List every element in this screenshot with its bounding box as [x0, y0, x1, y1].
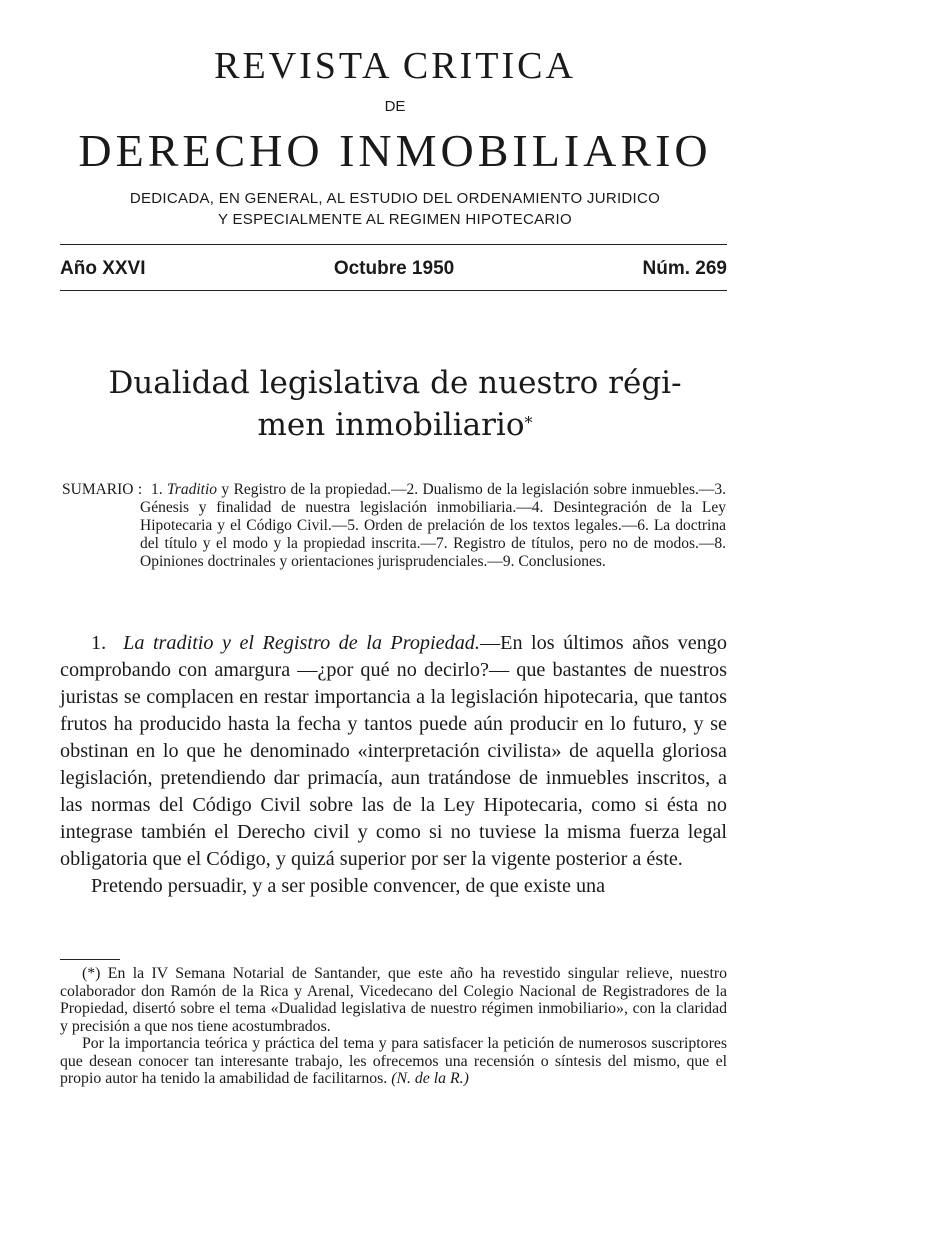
issue-info [60, 258, 727, 280]
footnote-paragraph [60, 1035, 727, 1088]
section-number: 1. [91, 632, 107, 654]
article-summary [62, 481, 726, 571]
article-title-line-2 [40, 404, 750, 446]
subtitle-line-1: DEDICADA, EN GENERAL, AL ESTUDIO DEL ORDENAMIENTO JURIDICO [129, 190, 661, 207]
subtitle-line-2: Y ESPECIALMENTE AL REGIMEN HIPOTECARIO [218, 211, 572, 228]
issue-date: Octubre 1950 [333, 258, 455, 279]
summary-text: y Registro de la propiedad.—2. Dualismo de la legislación sobre inmuebles.—3. Génesis y finalidad de nuestra legislación inmobiliaria.—4. Desintegración de la Ley Hipotecaria y el Código Civil.—5. Orden de prelación de los textos legales.—6. La doctrina del título y el modo y la propiedad inscrita.—7. Registro de títulos, pero no de modos.—8. Opiniones doctrinales y orientaciones jurisprudenciales.—9. Conclusiones. [140, 481, 727, 570]
issue-number: Núm. 269 [642, 258, 727, 279]
editor-note: (N. de la R.) [391, 1070, 469, 1087]
magazine-connector: DE [384, 98, 406, 115]
article-title-line-1: Dualidad legislativa de nuestro régi- [108, 365, 682, 401]
footnote-separator [60, 959, 120, 960]
paragraph-text: —En los últimos años vengo comprobando con amargura —¿por qué no decirlo?— que bastantes de nuestros juristas se complacen en restar importancia a la legislación hipotecaria, que tantos frutos ha producido hasta la fecha y tantos puede aún producir en lo futuro, y se obstinan en lo que he denominado «interpretación civilista» de aquella gloriosa legislación, pretendiendo dar primacía, aun tratándose de inmuebles inscritos, a las normas del Código Civil sobre las de la Ley Hipotecaria, como si ésta no integrase también el Derecho civil y como si no tuviese la misma fuerza legal obligatoria que el Código, y quizá superior por ser la vigente posterior a éste. [60, 632, 727, 870]
article-body [60, 630, 727, 900]
magazine-title: REVISTA CRITICA [214, 45, 576, 87]
header-rule-bottom [60, 290, 727, 291]
footnote [60, 965, 727, 1088]
summary-label: SUMARIO : [62, 481, 143, 498]
footnote-text: Por la importancia teórica y práctica del tema y para satisfacer la petición de numerosos suscriptores que desean conocer tan interesante trabajo, les ofrecemos una recensión o síntesis del mismo, que el propio autor ha tenido la amabilidad de facilitarnos. [60, 1035, 727, 1087]
magazine-name: DERECHO INMOBILIARIO [78, 125, 712, 176]
article-title [40, 362, 750, 446]
issue-year: Año XXVI [60, 258, 146, 279]
footnote-marker-ref: (*) [82, 965, 101, 982]
footnote-paragraph [60, 965, 727, 1035]
body-paragraph: Pretendo persuadir, y a ser posible convencer, de que existe una [91, 875, 606, 897]
footnote-marker: * [524, 413, 533, 432]
summary-item-num: 1. [151, 481, 163, 498]
summary-item-italic: Traditio [167, 481, 218, 498]
header-rule-top [60, 244, 727, 245]
magazine-subtitle [50, 188, 740, 230]
summary-paragraph [62, 481, 726, 571]
section-heading: La traditio y el Registro de la Propiedad. [123, 632, 480, 654]
footnote-text: En la IV Semana Notarial de Santander, que este año ha revestido singular relieve, nuestro colaborador don Ramón de la Rica y Arenal, Vicedecano del Colegio Nacional de Registradores de la Propiedad, disertó sobre el tema «Dualidad legislativa de nuestro régimen inmobiliario», con la claridad y precisión a que nos tiene acostumbrados. [60, 965, 727, 1035]
body-paragraph [60, 630, 727, 873]
article-title-text: men inmobiliario [257, 407, 525, 443]
